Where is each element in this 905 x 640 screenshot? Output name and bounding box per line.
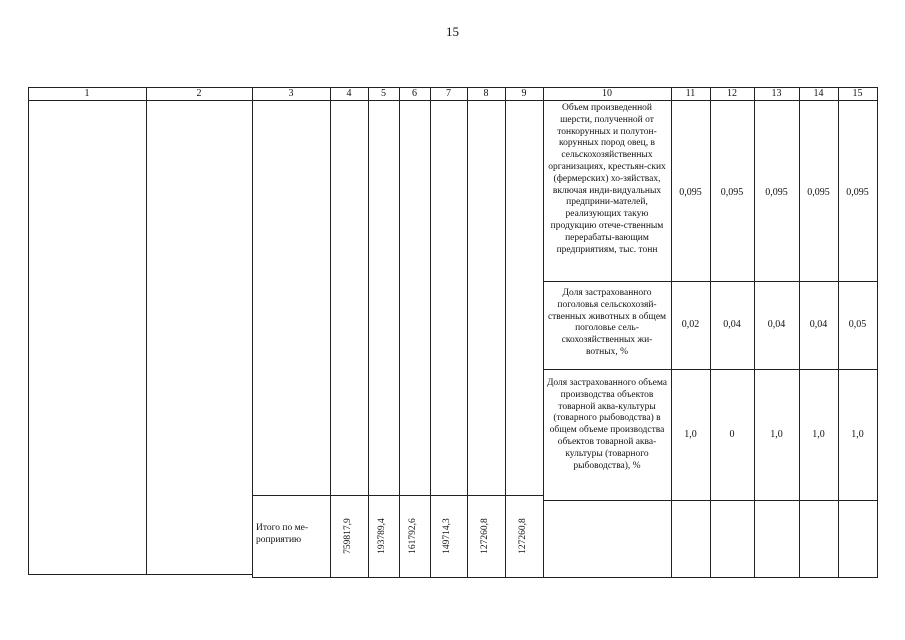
value-cell: 1,0 [770,429,783,440]
col-border-11 [671,87,672,578]
value-cell: 0,04 [809,319,828,330]
indicator-text-livestock-insurance: Доля застрахованного поголовья сельскохозяй-ственных животных в общем поголовье сель-скохозяйственных жи-вотных, % [547,288,667,357]
value-cell: 1,0 [812,429,825,440]
col-border-5 [368,87,369,578]
col-border-left [28,87,29,575]
col-border-3 [252,87,253,578]
header-divider [28,100,878,101]
total-label: Итого по ме-роприятию [256,523,309,545]
header-col-9: 9 [521,88,527,99]
indicator-text-wool: Объем произведенной шерсти, полученной от тонкорунных и полутон-корунных пород овец, в сельскохозяйственных организациях, крестьян-ских (фермерских) хо-зяйствах, включая инди-видуальных предприни-мателей, реализующих такую продукцию отече-ственным перерабаты-вающим предприятиям, тыс. тонн [548,103,666,255]
header-col-8: 8 [483,88,489,99]
total-amount-col6: 161792,6 [408,518,418,554]
header-col-3: 3 [288,88,294,99]
col-border-12 [710,87,711,578]
value-cell: 0 [729,429,735,440]
value-cell: 0,095 [807,187,830,198]
page-number: 15 [446,24,459,39]
col-border-7 [430,87,431,578]
value-cell: 0,095 [720,187,744,198]
table-bottom-left [28,574,253,575]
value-cell: 0,095 [846,187,869,198]
header-col-13: 13 [771,88,782,99]
total-amount-col5: 193789,4 [377,518,387,554]
header-col-5: 5 [381,88,386,99]
header-col-12: 12 [727,88,737,99]
value-cell: 1,0 [851,429,864,440]
col-border-15 [838,87,839,578]
total-divider [252,495,543,496]
header-col-10: 10 [602,88,612,99]
value-cell: 0,05 [848,319,867,330]
header-col-14: 14 [813,88,824,99]
col-border-4 [330,87,331,578]
total-amount-col9: 127260,8 [518,518,528,554]
header-col-1: 1 [84,88,90,99]
header-col-11: 11 [685,88,696,99]
col-border-9 [505,87,506,578]
header-col-6: 6 [412,88,417,99]
col-border-13 [754,87,755,578]
total-amount-col8: 127260,8 [480,518,490,554]
header-col-15: 15 [852,88,863,99]
value-cell: 1,0 [684,429,697,440]
total-amount-col7: 149714,3 [442,518,452,554]
value-cell: 0,04 [723,319,741,330]
header-col-4: 4 [346,88,352,99]
col-border-10 [543,87,544,578]
value-cell: 0,04 [767,319,786,330]
value-cell: 0,02 [681,319,700,330]
col-border-right [877,87,878,578]
header-col-7: 7 [446,88,451,99]
value-cell: 0,095 [679,187,702,198]
col-border-2 [146,87,147,575]
indicator-text-aquaculture-insurance: Доля застрахованного объема производства объектов товарной аква-культуры (товарного рыбоводства) в общем объеме производства объектов товарной аква-культуры (товарного рыбоводства), % [546,378,668,471]
header-col-2: 2 [196,88,202,99]
col-border-8 [467,87,468,578]
col-border-6 [399,87,400,578]
col-border-14 [799,87,800,578]
total-amount-col4: 759817,9 [343,518,353,554]
table-bottom-right [252,577,878,578]
value-cell: 0,095 [765,187,788,198]
